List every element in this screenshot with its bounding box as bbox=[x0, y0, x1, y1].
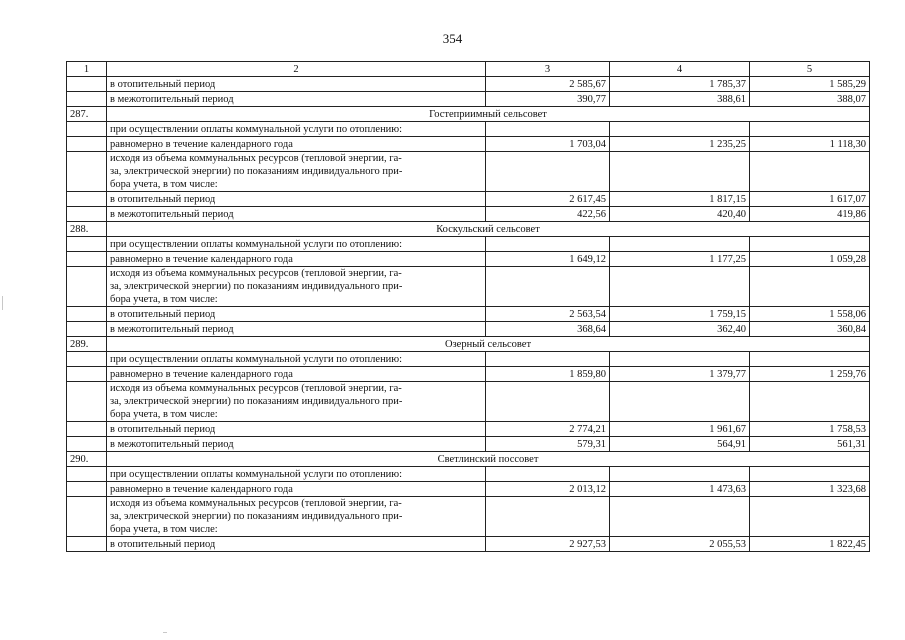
table-row bbox=[67, 352, 870, 367]
row-label: в отопительный период bbox=[107, 192, 486, 207]
value-cell: 420,40 bbox=[610, 207, 750, 222]
table-row bbox=[67, 367, 870, 382]
row-label: в межотопительный период bbox=[107, 207, 486, 222]
table-row-multiline bbox=[67, 152, 870, 192]
cell-index bbox=[67, 322, 107, 337]
table-row bbox=[67, 307, 870, 322]
row-label-line: исходя из объема коммунальных ресурсов (тепловой энергии, га- bbox=[110, 383, 402, 394]
section-number: 287. bbox=[67, 107, 107, 122]
row-label: в межотопительный период bbox=[107, 92, 486, 107]
cell-index bbox=[67, 92, 107, 107]
column-header-2: 2 bbox=[107, 62, 486, 77]
table-row bbox=[67, 437, 870, 452]
value-cell-empty bbox=[486, 267, 610, 307]
value-cell-empty bbox=[486, 497, 610, 537]
section-number: 289. bbox=[67, 337, 107, 352]
value-cell: 1 817,15 bbox=[610, 192, 750, 207]
row-label-line: исходя из объема коммунальных ресурсов (тепловой энергии, га- bbox=[110, 153, 402, 164]
table-row-multiline bbox=[67, 267, 870, 307]
value-cell: 1 822,45 bbox=[750, 537, 870, 552]
cell-index bbox=[67, 422, 107, 437]
value-cell: 1 961,67 bbox=[610, 422, 750, 437]
value-cell: 1 558,06 bbox=[750, 307, 870, 322]
cell-index bbox=[67, 77, 107, 92]
value-cell: 1 758,53 bbox=[750, 422, 870, 437]
table-row bbox=[67, 467, 870, 482]
value-cell: 1 118,30 bbox=[750, 137, 870, 152]
table-row bbox=[67, 422, 870, 437]
value-cell: 2 617,45 bbox=[486, 192, 610, 207]
cell-index bbox=[67, 467, 107, 482]
column-header-row bbox=[67, 62, 870, 77]
row-label-line: за, электрической энергии) по показаниям индивидуального при- bbox=[110, 281, 403, 292]
column-header-1: 1 bbox=[67, 62, 107, 77]
table-row bbox=[67, 137, 870, 152]
table-row-multiline bbox=[67, 497, 870, 537]
value-cell-empty bbox=[610, 497, 750, 537]
column-header-4: 4 bbox=[610, 62, 750, 77]
value-cell-empty bbox=[610, 467, 750, 482]
table-row bbox=[67, 252, 870, 267]
row-label: при осуществлении оплаты коммунальной услуги по отоплению: bbox=[107, 352, 486, 367]
value-cell-empty bbox=[750, 237, 870, 252]
value-cell-empty bbox=[486, 467, 610, 482]
value-cell: 1 649,12 bbox=[486, 252, 610, 267]
row-label bbox=[107, 382, 486, 422]
section-title: Озерный сельсовет bbox=[107, 337, 870, 352]
row-label: в межотопительный период bbox=[107, 437, 486, 452]
tariff-table bbox=[66, 61, 870, 552]
column-header-5: 5 bbox=[750, 62, 870, 77]
row-label: при осуществлении оплаты коммунальной услуги по отоплению: bbox=[107, 122, 486, 137]
value-cell-empty bbox=[750, 382, 870, 422]
value-cell: 368,64 bbox=[486, 322, 610, 337]
value-cell: 1 177,25 bbox=[610, 252, 750, 267]
table-row bbox=[67, 207, 870, 222]
row-label-line: за, электрической энергии) по показаниям индивидуального при- bbox=[110, 166, 403, 177]
value-cell: 362,40 bbox=[610, 322, 750, 337]
page-number: 354 bbox=[442, 31, 463, 46]
cell-index bbox=[67, 267, 107, 307]
value-cell-empty bbox=[750, 467, 870, 482]
row-label: равномерно в течение календарного года bbox=[107, 367, 486, 382]
table-body bbox=[67, 62, 870, 552]
cell-index bbox=[67, 537, 107, 552]
value-cell: 2 013,12 bbox=[486, 482, 610, 497]
row-label: равномерно в течение календарного года bbox=[107, 137, 486, 152]
cell-index bbox=[67, 137, 107, 152]
row-label: равномерно в течение календарного года bbox=[107, 252, 486, 267]
table-row bbox=[67, 237, 870, 252]
section-title: Светлинский поссовет bbox=[107, 452, 870, 467]
table-row bbox=[67, 482, 870, 497]
value-cell: 390,77 bbox=[486, 92, 610, 107]
section-row bbox=[67, 452, 870, 467]
cell-index bbox=[67, 497, 107, 537]
section-title: Коскульский сельсовет bbox=[107, 222, 870, 237]
cell-index bbox=[67, 207, 107, 222]
cell-index bbox=[67, 192, 107, 207]
value-cell: 1 379,77 bbox=[610, 367, 750, 382]
value-cell: 1 473,63 bbox=[610, 482, 750, 497]
value-cell: 419,86 bbox=[750, 207, 870, 222]
section-number: 288. bbox=[67, 222, 107, 237]
cell-index bbox=[67, 382, 107, 422]
value-cell-empty bbox=[610, 152, 750, 192]
value-cell-empty bbox=[750, 352, 870, 367]
value-cell: 1 785,37 bbox=[610, 77, 750, 92]
value-cell-empty bbox=[610, 352, 750, 367]
cell-index bbox=[67, 482, 107, 497]
row-label: при осуществлении оплаты коммунальной услуги по отоплению: bbox=[107, 467, 486, 482]
cell-index bbox=[67, 307, 107, 322]
column-header-3: 3 bbox=[486, 62, 610, 77]
value-cell-empty bbox=[610, 122, 750, 137]
value-cell: 2 927,53 bbox=[486, 537, 610, 552]
table-row bbox=[67, 192, 870, 207]
row-label: в межотопительный период bbox=[107, 322, 486, 337]
value-cell-empty bbox=[610, 382, 750, 422]
value-cell: 561,31 bbox=[750, 437, 870, 452]
value-cell: 1 703,04 bbox=[486, 137, 610, 152]
row-label-line: бора учета, в том числе: bbox=[110, 524, 218, 535]
value-cell-empty bbox=[486, 152, 610, 192]
value-cell: 2 774,21 bbox=[486, 422, 610, 437]
value-cell: 1 259,76 bbox=[750, 367, 870, 382]
row-label: в отопительный период bbox=[107, 537, 486, 552]
row-label: при осуществлении оплаты коммунальной услуги по отоплению: bbox=[107, 237, 486, 252]
table-row bbox=[67, 122, 870, 137]
value-cell: 579,31 bbox=[486, 437, 610, 452]
table-row bbox=[67, 92, 870, 107]
value-cell: 564,91 bbox=[610, 437, 750, 452]
value-cell: 2 055,53 bbox=[610, 537, 750, 552]
value-cell-empty bbox=[486, 382, 610, 422]
row-label bbox=[107, 497, 486, 537]
value-cell: 1 323,68 bbox=[750, 482, 870, 497]
section-number: 290. bbox=[67, 452, 107, 467]
row-label-line: исходя из объема коммунальных ресурсов (тепловой энергии, га- bbox=[110, 268, 402, 279]
value-cell: 422,56 bbox=[486, 207, 610, 222]
value-cell: 388,61 bbox=[610, 92, 750, 107]
value-cell: 1 759,15 bbox=[610, 307, 750, 322]
row-label-line: за, электрической энергии) по показаниям индивидуального при- bbox=[110, 511, 403, 522]
row-label: в отопительный период bbox=[107, 307, 486, 322]
scan-mark-left bbox=[2, 296, 3, 310]
cell-index bbox=[67, 367, 107, 382]
value-cell-empty bbox=[750, 152, 870, 192]
value-cell: 1 617,07 bbox=[750, 192, 870, 207]
row-label-line: за, электрической энергии) по показаниям индивидуального при- bbox=[110, 396, 403, 407]
value-cell: 1 585,29 bbox=[750, 77, 870, 92]
scan-mark-bottom bbox=[163, 632, 167, 633]
value-cell-empty bbox=[750, 122, 870, 137]
row-label bbox=[107, 267, 486, 307]
row-label: в отопительный период bbox=[107, 77, 486, 92]
cell-index bbox=[67, 437, 107, 452]
row-label-line: бора учета, в том числе: bbox=[110, 294, 218, 305]
table-row bbox=[67, 77, 870, 92]
table-row bbox=[67, 322, 870, 337]
cell-index bbox=[67, 237, 107, 252]
row-label-line: бора учета, в том числе: bbox=[110, 179, 218, 190]
value-cell-empty bbox=[610, 237, 750, 252]
row-label-line: бора учета, в том числе: bbox=[110, 409, 218, 420]
value-cell-empty bbox=[486, 237, 610, 252]
table-row bbox=[67, 537, 870, 552]
cell-index bbox=[67, 352, 107, 367]
section-row bbox=[67, 107, 870, 122]
value-cell-empty bbox=[750, 267, 870, 307]
value-cell: 1 235,25 bbox=[610, 137, 750, 152]
value-cell-empty bbox=[610, 267, 750, 307]
cell-index bbox=[67, 122, 107, 137]
row-label-line: исходя из объема коммунальных ресурсов (тепловой энергии, га- bbox=[110, 498, 402, 509]
section-row bbox=[67, 222, 870, 237]
value-cell: 2 585,67 bbox=[486, 77, 610, 92]
row-label: равномерно в течение календарного года bbox=[107, 482, 486, 497]
table-row-multiline bbox=[67, 382, 870, 422]
section-title: Гостеприимный сельсовет bbox=[107, 107, 870, 122]
value-cell: 388,07 bbox=[750, 92, 870, 107]
value-cell: 2 563,54 bbox=[486, 307, 610, 322]
cell-index bbox=[67, 252, 107, 267]
row-label bbox=[107, 152, 486, 192]
value-cell: 360,84 bbox=[750, 322, 870, 337]
value-cell: 1 059,28 bbox=[750, 252, 870, 267]
cell-index bbox=[67, 152, 107, 192]
value-cell-empty bbox=[750, 497, 870, 537]
value-cell-empty bbox=[486, 122, 610, 137]
value-cell: 1 859,80 bbox=[486, 367, 610, 382]
section-row bbox=[67, 337, 870, 352]
value-cell-empty bbox=[486, 352, 610, 367]
row-label: в отопительный период bbox=[107, 422, 486, 437]
